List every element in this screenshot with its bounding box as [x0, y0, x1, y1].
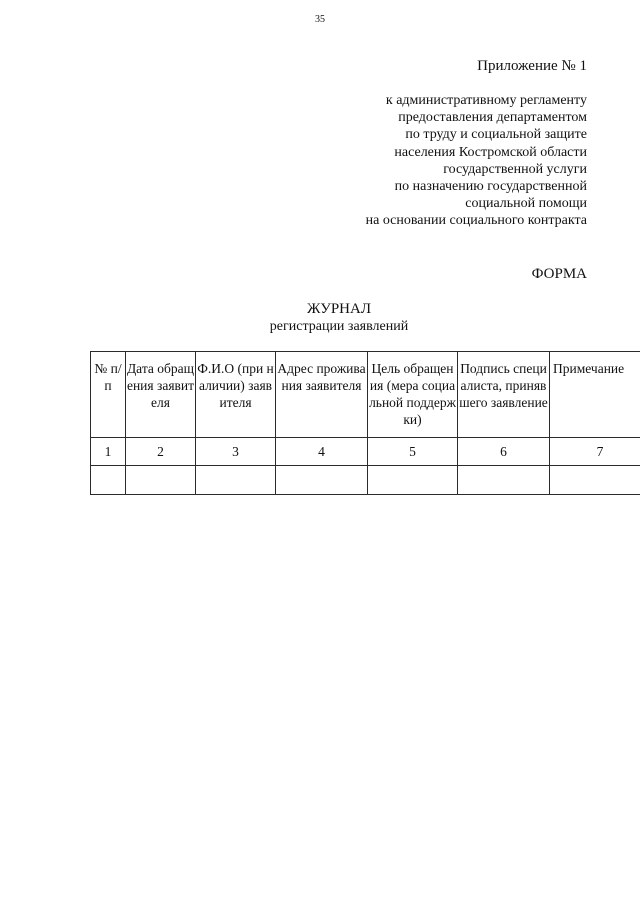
empty-cell [276, 466, 368, 495]
appendix-line: по назначению государственной [394, 179, 587, 195]
appendix-line: по труду и социальной защите [405, 127, 587, 143]
appendix-title: Приложение № 1 [477, 58, 587, 74]
appendix-line: социальной помощи [465, 196, 587, 212]
journal-table [90, 351, 640, 495]
column-header-note [550, 352, 640, 438]
column-header-signature [458, 352, 550, 438]
column-header-label: Ф.И.О (при наличии) заявителя [197, 361, 274, 410]
journal-subtitle: регистрации заявлений [269, 319, 409, 334]
form-label: ФОРМА [531, 266, 587, 282]
empty-cell [458, 466, 550, 495]
appendix-line: государственной услуги [443, 161, 587, 177]
appendix-caption [366, 92, 587, 230]
column-header-label: № п/п [94, 361, 122, 393]
column-header-number [91, 352, 126, 438]
column-header-label: Дата обращения заявителя [126, 361, 195, 410]
empty-cell [126, 466, 196, 495]
column-number: 1 [91, 438, 126, 466]
empty-cell [550, 466, 640, 495]
column-header-label: Адрес проживания заявителя [277, 361, 366, 393]
column-number: 2 [126, 438, 196, 466]
column-number: 5 [368, 438, 458, 466]
column-header-purpose [368, 352, 458, 438]
appendix-line: на основании социального контракта [365, 213, 587, 229]
column-number: 7 [550, 438, 640, 466]
column-number: 3 [196, 438, 276, 466]
table-header-row [91, 352, 640, 438]
column-header-address [276, 352, 368, 438]
appendix-line: к административному регламенту [385, 93, 587, 108]
column-header-label: Подпись специалиста, принявшего заявление [459, 361, 548, 410]
page-number: 35 [315, 14, 325, 25]
column-number-row [91, 438, 640, 466]
appendix-line: населения Костромской области [394, 144, 587, 160]
empty-cell [91, 466, 126, 495]
appendix-line: предоставления департаментом [398, 110, 587, 126]
column-number: 4 [276, 438, 368, 466]
empty-entry-row [91, 466, 640, 495]
journal-title: ЖУРНАЛ [306, 301, 372, 317]
empty-cell [196, 466, 276, 495]
empty-cell [368, 466, 458, 495]
column-header-name [196, 352, 276, 438]
column-header-label: Примечание [553, 361, 625, 376]
column-number: 6 [458, 438, 550, 466]
column-header-label: Цель обращения (мера социальной поддержки) [369, 361, 456, 427]
column-header-date [126, 352, 196, 438]
